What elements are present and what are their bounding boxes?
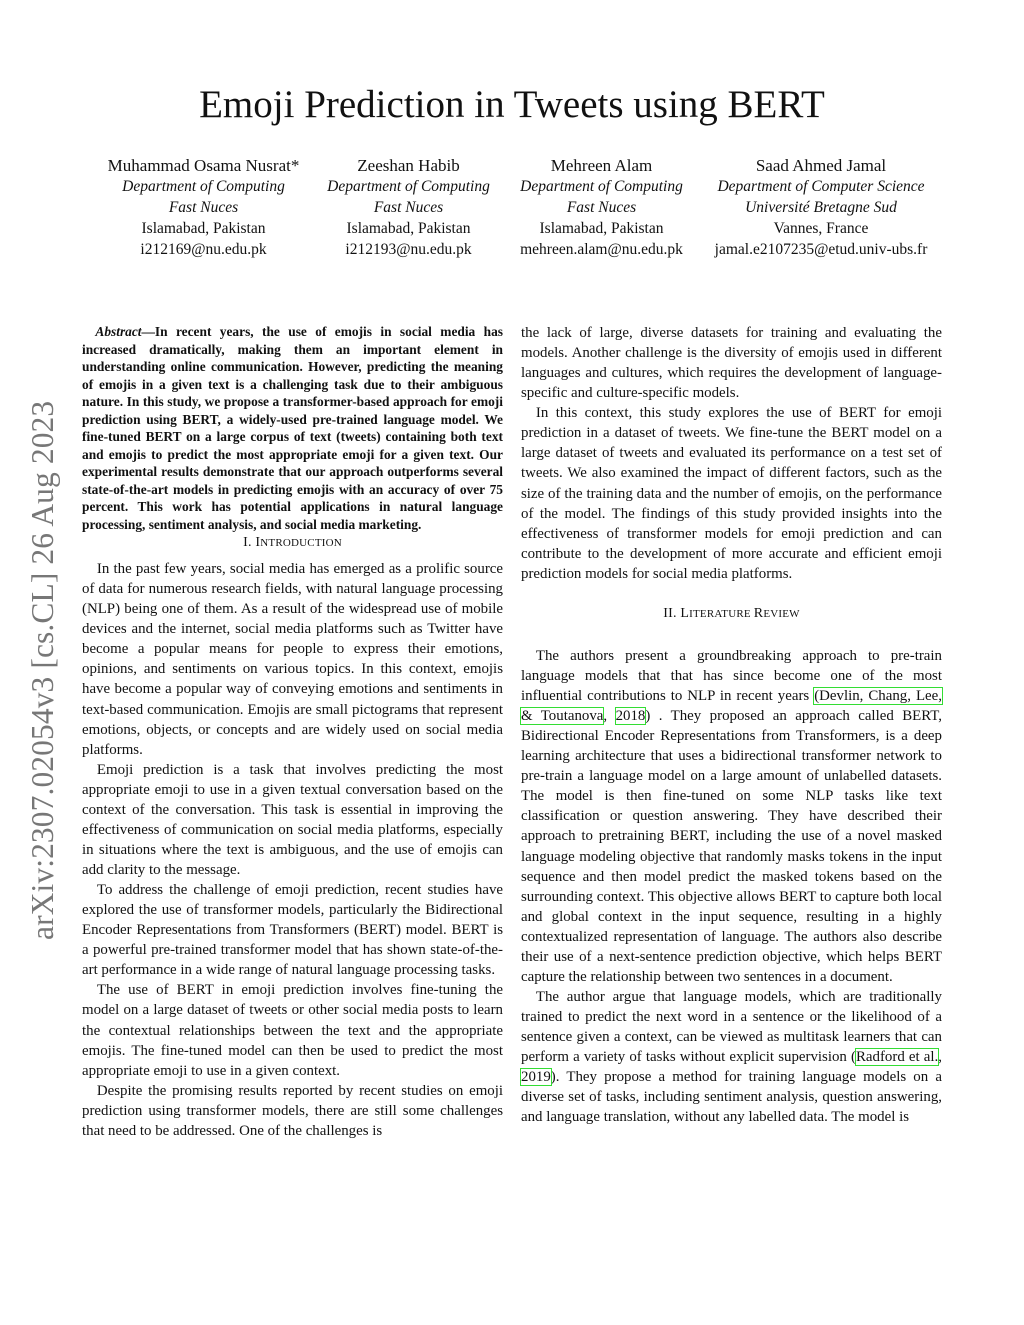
abstract-label: Abstract xyxy=(95,324,142,339)
paragraph: Emoji prediction is a task that involves predicting the most appropriate emoji to use in a given textual conversation based on the context of the conversation. This task is essential in improving the effectiveness of communication on social media platforms, especially in situations where the text is ambiguous, and the use of emojis can add clarity to the message. xyxy=(82,761,503,878)
paragraph xyxy=(521,987,942,1127)
paragraph-text: The authors present a groundbreaking approach to pre-train language models that that has since become one of the most influential contributions to NLP in recent years xyxy=(521,647,942,704)
section-heading-introduction xyxy=(82,533,503,553)
paper-title: Emoji Prediction in Tweets using BERT xyxy=(199,83,825,126)
citation-close: ) xyxy=(550,1069,556,1086)
paragraph-text: The author argue that language models, which are traditionally trained to predict the next word in a sentence or the likelihood of a sentence given a context, can be viewed as multitask learners that can perform a variety of tasks without explicit supervision xyxy=(521,988,942,1066)
section-heading-literature-review xyxy=(521,604,942,624)
author-location: Islamabad, Pakistan xyxy=(141,220,266,237)
author-name: Saad Ahmed Jamal xyxy=(755,156,887,175)
author-name: Muhammad Osama Nusrat* xyxy=(107,156,300,175)
section-number: II. xyxy=(663,605,681,621)
paragraph: In the past few years, social media has emerged as a prolific source of data for numerous research fields, with natural language processing (NLP) being one of them. As a result of the widespread use of mobile devices and the internet, social media platforms such as Twitter have become a popular means for people to express their emotions, opinions, and sentiments on various topics. In this context, emojis have become a popular way of conveying emotions and sentiments in text-based communication. Emojis are small pictograms that represent emotions, objects, or concepts and are widely used on social media platforms. xyxy=(82,561,503,758)
author-institution: Fast Nuces xyxy=(168,199,239,216)
right-column xyxy=(521,323,942,1127)
left-column xyxy=(82,323,503,1141)
abstract-text: —In recent years, the use of emojis in social media has increased dramatically, making them an important element in understanding online communication. However, predicting the meaning of emojis in a given text is a challenging task due to their ambiguous nature. In this study, we propose a transformer-based approach for emoji prediction using BERT, a widely-used pre-trained language model. We fine-tuned BERT on a large corpus of text (tweets) containing both text and emojis to predict the most appropriate emoji for a given text. Our experimental results demonstrate that our approach outperforms several state-of-the-art models in predicting emojis with an accuracy of over 75 percent. This work has potential applications in natural language processing, sentiment analysis, and social media marketing. xyxy=(82,324,503,532)
author-2 xyxy=(311,155,506,260)
author-email: i212169@nu.edu.pk xyxy=(140,241,267,258)
author-department: Department of Computing xyxy=(520,178,683,195)
author-location: Islamabad, Pakistan xyxy=(539,220,664,237)
section-title-rest: NTRODUCTION xyxy=(260,537,342,549)
author-name: Zeeshan Habib xyxy=(357,156,460,175)
author-1 xyxy=(96,155,311,260)
section-title-initial: L xyxy=(680,605,690,621)
citation-separator: , xyxy=(938,1049,942,1066)
citation-year-link[interactable]: 2018 xyxy=(615,708,646,725)
section-title-rest: ITERATURE xyxy=(689,607,754,620)
author-institution: Fast Nuces xyxy=(566,199,637,216)
author-department: Department of Computer Science xyxy=(717,178,925,195)
author-location: Vannes, France xyxy=(773,220,869,237)
paragraph: In this context, this study explores the use of BERT for emoji prediction in a dataset of tweets. We fine-tune the BERT model on a large dataset of tweets and evaluated its performance on a test set of tweets. We also examined the impact of different factors, such as the size of the training data and the number of emojis, on the performance of the model. The findings of this study provided insights into the effectiveness of transformer models for emoji prediction and can contribute to the development of more accurate and efficient emoji prediction models for social media platforms. xyxy=(521,405,942,582)
author-email: i212193@nu.edu.pk xyxy=(345,241,472,258)
paragraph-text: . They proposed an approach called BERT, Bidirectional Encoder Representations from Transformers, is a deep learning architecture that uses a bidirectional transformer network to pre-train a language model on a large amount of unlabelled datasets. The model is then fine-tuned on some NLP tasks like text classification or question answering. They have described their approach to pretraining BERT, including the use of a novel masked language modeling objective that randomly masks tokens in the input sequence and then model predict the masked tokens based on the surrounding context. This objective allows BERT to capture both local and global context in the input sequence, resulting in a highly contextualized representation of language. The authors also describe their use of a next-sentence prediction objective, which helps BERT capture the relationship between two sentences in a document. xyxy=(521,708,942,985)
citation-year-link[interactable]: 2019 xyxy=(521,1069,551,1086)
paragraph: The use of BERT in emoji prediction involves fine-tuning the model on a large dataset of tweets or other social media posts to learn the contextual relationships between the text and the appropriate emojis. The fine-tuned model can then be used to predict the most appropriate emoji to use in a given context. xyxy=(82,982,503,1079)
author-email: jamal.e2107235@etud.univ-ubs.fr xyxy=(714,241,928,258)
author-institution: Fast Nuces xyxy=(373,199,444,216)
author-name: Mehreen Alam xyxy=(550,156,653,175)
author-3 xyxy=(504,155,699,260)
section-title-initial: R xyxy=(753,605,764,621)
arxiv-stamp: arXiv:2307.02054v3 [cs.CL] 26 Aug 2023 xyxy=(25,400,60,940)
paragraph: To address the challenge of emoji prediction, recent studies have explored the use of transformer models, particularly the Bidirectional Encoder Representations from Transformers (BERT) model. BERT is a powerful pre-trained transformer model that has shown state-of-the-art performance in a wide range of natural language processing tasks. xyxy=(82,882,503,979)
citation-close: ) xyxy=(645,708,651,725)
section-title-initial: I xyxy=(255,535,261,550)
section-title-rest: EVIEW xyxy=(763,607,800,620)
citation-open: ( xyxy=(851,1049,856,1066)
citation-link[interactable]: Radford et al. xyxy=(855,1049,939,1066)
author-4 xyxy=(696,155,946,260)
author-institution: Université Bretagne Sud xyxy=(745,199,897,216)
author-department: Department of Computing xyxy=(327,178,490,195)
section-number: I. xyxy=(243,535,256,550)
paragraph-continuation: the lack of large, diverse datasets for training and evaluating the models. Another challenge is the diversity of emojis used in different languages and cultures, which requires the development of language-specific and culture-specific models. xyxy=(521,325,942,402)
author-department: Department of Computing xyxy=(122,178,285,195)
citation-link[interactable]: (Devlin, Chang, Lee, & Toutanova xyxy=(521,688,942,725)
paragraph: Despite the promising results reported by recent studies on emoji prediction using transformer models, there are still some challenges that need to be addressed. One of the challenges is xyxy=(82,1082,503,1139)
author-email: mehreen.alam@nu.edu.pk xyxy=(520,241,683,258)
paragraph-text: . They propose a method for training language models on a diverse set of tasks, including sentiment analysis, question answering, and language translation, without any labelled data. The model is xyxy=(521,1069,942,1126)
author-location: Islamabad, Pakistan xyxy=(346,220,471,237)
paragraph xyxy=(521,646,942,987)
citation-separator: , xyxy=(603,708,616,725)
abstract xyxy=(82,323,503,533)
